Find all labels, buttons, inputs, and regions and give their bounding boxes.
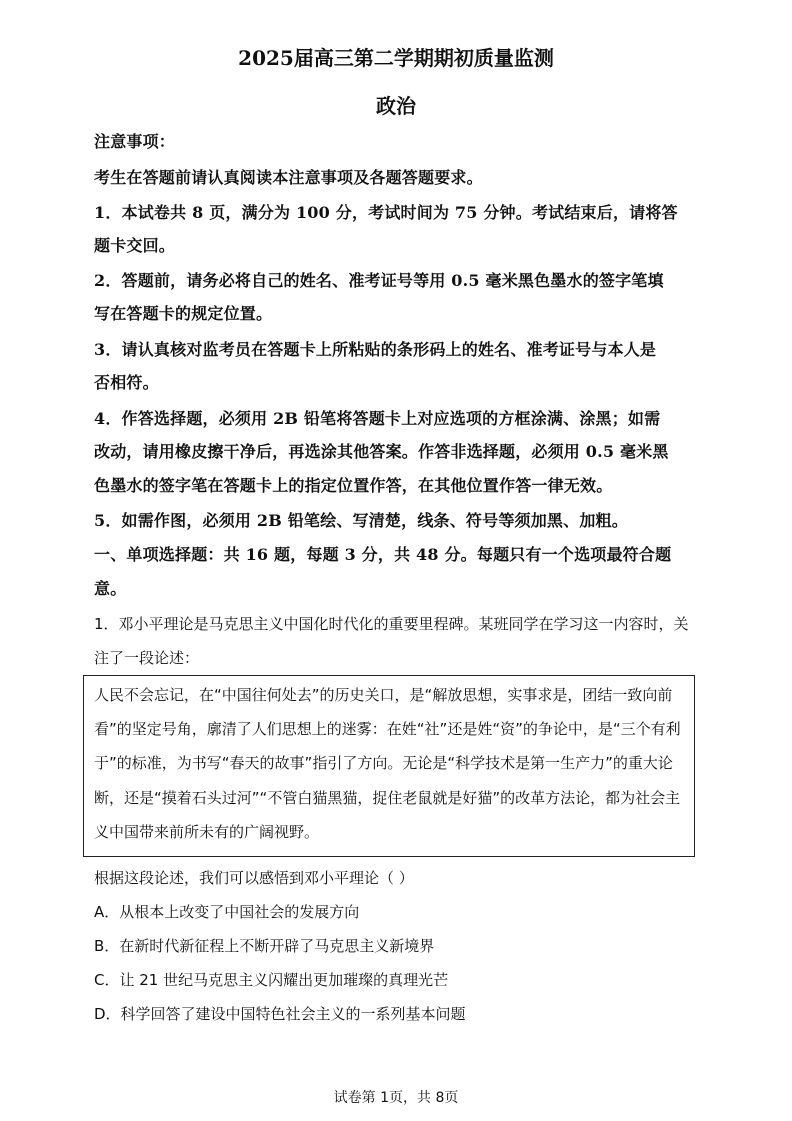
subject-title: 政治 xyxy=(376,94,416,118)
question-stem: 1．邓小平理论是马克思主义中国化时代化的重要里程碑。某班同学在学习这一内容时，关 xyxy=(94,615,689,633)
quote-line: 断，还是“摸着石头过河”“不管白猫黑猫，捉住老鼠就是好猫”的改革方法论，都为社会主 xyxy=(94,789,681,807)
section-heading: 一、单项选择题：共 16 题，每题 3 分，共 48 分。每题只有一个选项最符合题 xyxy=(94,545,672,564)
exam-title: 2025届高三第二学期期初质量监测 xyxy=(238,46,554,70)
notice-line: 4．作答选择题，必须用 2B 铅笔将答题卡上对应选项的方框涂满、涂黑；如需 xyxy=(94,409,661,428)
page-footer: 试卷第 1页，共 8页 xyxy=(333,1090,459,1106)
option-c: C．让 21 世纪马克思主义闪耀出更加璀璨的真理光芒 xyxy=(94,971,449,989)
notice-line: 写在答题卡的规定位置。 xyxy=(94,304,273,323)
notice-intro: 考生在答题前请认真阅读本注意事项及各题答题要求。 xyxy=(94,168,483,187)
notice-line: 5．如需作图，必须用 2B 铅笔绘、写清楚，线条、符号等须加黑、加粗。 xyxy=(94,511,628,530)
quote-line: 义中国带来前所未有的广阔视野。 xyxy=(94,823,320,841)
notice-line: 3．请认真核对监考员在答题卡上所粘贴的条形码上的姓名、准考证号与本人是 xyxy=(94,340,657,359)
option-a: A．从根本上改变了中国社会的发展方向 xyxy=(94,903,360,921)
option-b: B．在新时代新征程上不断开辟了马克思主义新境界 xyxy=(94,937,435,955)
notice-line: 2．答题前，请务必将自己的姓名、准考证号等用 0.5 毫米黑色墨水的签字笔填 xyxy=(94,271,664,290)
section-heading: 意。 xyxy=(94,579,127,598)
notice-line: 改动，请用橡皮擦干净后，再选涂其他答案。作答非选择题，必须用 0.5 毫米黑 xyxy=(94,442,669,461)
notice-line: 色墨水的签字笔在答题卡上的指定位置作答，在其他位置作答一律无效。 xyxy=(94,476,613,495)
quote-line: 人民不会忘记，在“中国往何处去”的历史关口，是“解放思想，实事求是，团结一致向前 xyxy=(94,686,673,704)
option-d: D．科学回答了建设中国特色社会主义的一系列基本问题 xyxy=(94,1005,466,1023)
quote-box xyxy=(83,675,695,857)
quote-line: 看”的坚定号角，廓清了人们思想上的迷雾：在姓“社”还是姓“资”的争论中，是“三个有利 xyxy=(94,720,681,738)
notice-line: 否相符。 xyxy=(94,373,159,392)
notice-line: 1．本试卷共 8 页，满分为 100 分，考试时间为 75 分钟。考试结束后，请将答 xyxy=(94,203,678,222)
notice-line: 题卡交回。 xyxy=(94,236,176,255)
question-prompt: 根据这段论述，我们可以感悟到邓小平理论（ ） xyxy=(94,869,414,887)
quote-line: 于”的标准，为书写“春天的故事”指引了方向。无论是“科学技术是第一生产力”的重大论 xyxy=(94,754,673,772)
notice-heading: 注意事项： xyxy=(94,132,176,151)
question-stem: 注了一段论述： xyxy=(94,649,200,667)
